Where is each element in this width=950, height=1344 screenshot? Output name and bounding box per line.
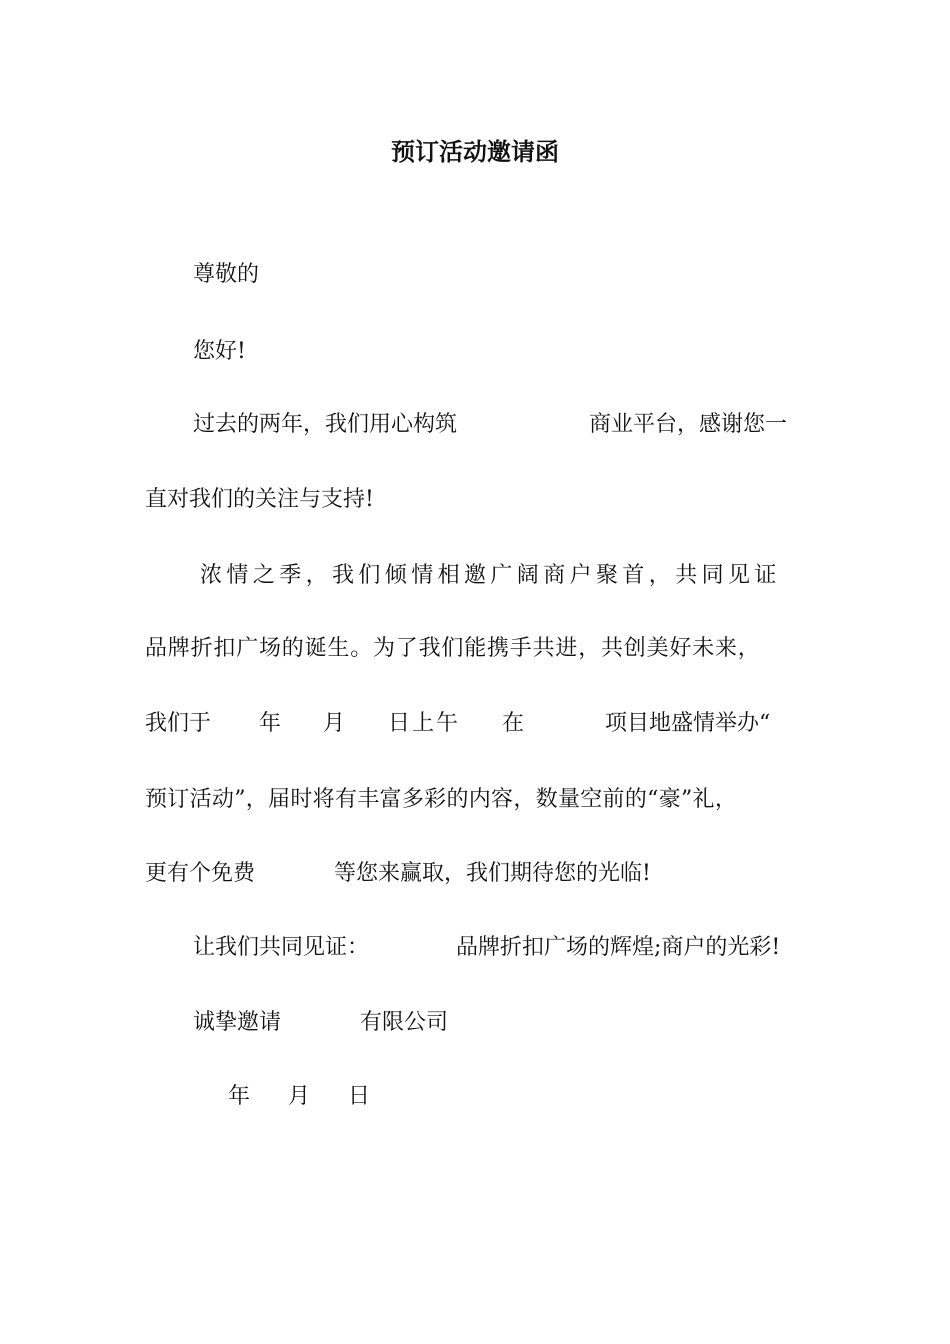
sign-p2: 有限公司 xyxy=(360,1010,449,1035)
sign-p1: 诚挚邀请 xyxy=(193,1010,282,1035)
para2-line3-p3: 月 xyxy=(323,711,346,736)
para1-line1-part2: 商业平台，感谢您一 xyxy=(589,412,788,437)
para2-line3-p4: 日上午 xyxy=(388,711,461,736)
para2-line3-p6: 项目地盛情举办“ xyxy=(605,711,771,736)
para2-line3-p1: 我们于 xyxy=(145,711,212,736)
para2-line5-p2: 等您来赢取，我们期待您的光临! xyxy=(334,861,651,886)
greeting: 您好! xyxy=(193,339,246,364)
date-month: 月 xyxy=(288,1084,311,1109)
witness-p2: 品牌折扣广场的辉煌;商户的光彩! xyxy=(456,935,781,960)
document-title: 预订活动邀请函 xyxy=(391,137,559,166)
witness-p1: 让我们共同见证： xyxy=(193,935,370,960)
date-day: 日 xyxy=(348,1084,371,1109)
para2-line1: 浓情之季，我们倾情相邀广阔商户聚首，共同见证 xyxy=(200,563,781,588)
para2-line4: 预订活动”，届时将有丰富多彩的内容，数量空前的“豪”礼， xyxy=(145,787,738,812)
date-year: 年 xyxy=(228,1084,251,1109)
para2-line3-p2: 年 xyxy=(259,711,282,736)
para1-line1-part1: 过去的两年，我们用心构筑 xyxy=(193,412,458,437)
para2-line3-p5: 在 xyxy=(502,711,525,736)
para1-line2: 直对我们的关注与支持! xyxy=(145,487,374,512)
para2-line2: 品牌折扣广场的诞生。为了我们能携手共进，共创美好未来， xyxy=(145,636,761,661)
salutation: 尊敬的 xyxy=(193,262,260,287)
para2-line5-p1: 更有个免费 xyxy=(145,861,256,886)
